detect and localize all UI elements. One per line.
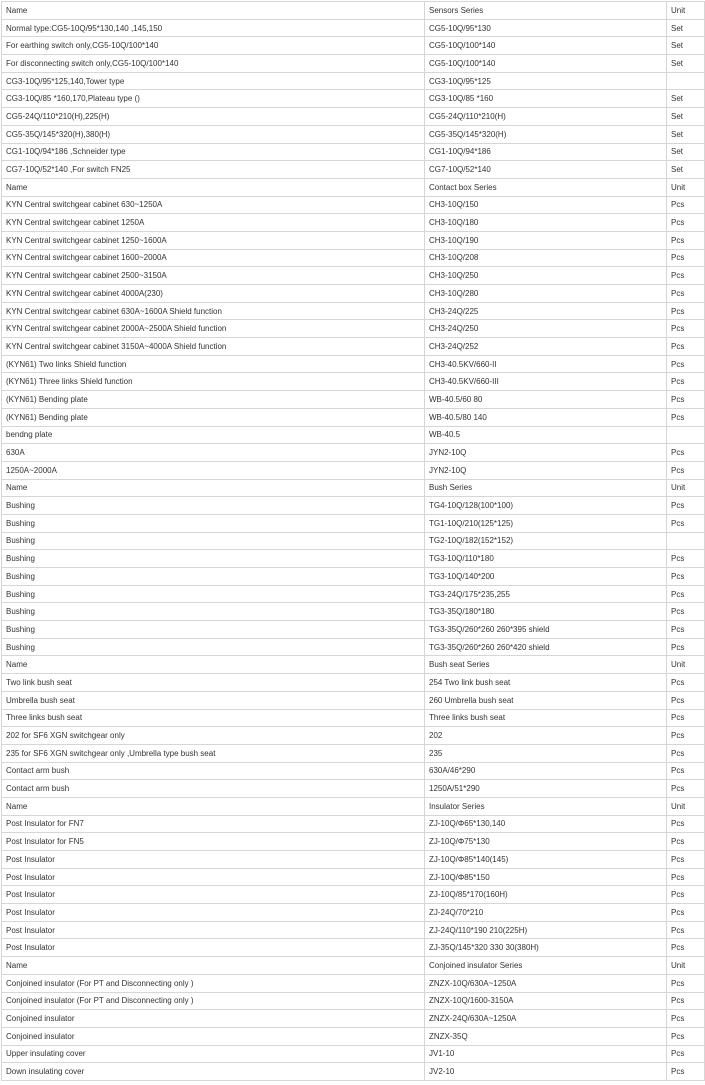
series-cell: CH3-10Q/190 bbox=[425, 231, 667, 249]
table-row bbox=[2, 143, 705, 161]
name-cell: Bushing bbox=[2, 514, 425, 532]
series-cell: CH3-24Q/250 bbox=[425, 320, 667, 338]
name-cell: Name bbox=[2, 479, 425, 497]
table-row bbox=[2, 939, 705, 957]
table-row bbox=[2, 161, 705, 179]
name-cell: Bushing bbox=[2, 497, 425, 515]
name-cell: 1250A~2000A bbox=[2, 461, 425, 479]
series-cell: CH3-40.5KV/660-III bbox=[425, 373, 667, 391]
name-cell: For earthing switch only,CG5-10Q/100*140 bbox=[2, 37, 425, 55]
name-cell: KYN Central switchgear cabinet 1250~1600A bbox=[2, 231, 425, 249]
unit-cell: Pcs bbox=[667, 868, 705, 886]
series-cell: TG3-10Q/110*180 bbox=[425, 550, 667, 568]
name-cell: CG3-10Q/85 *160,170,Plateau type () bbox=[2, 90, 425, 108]
series-cell: CG5-24Q/110*210(H) bbox=[425, 108, 667, 126]
table-row bbox=[2, 709, 705, 727]
unit-cell: Pcs bbox=[667, 992, 705, 1010]
table-row bbox=[2, 55, 705, 73]
name-cell: 235 for SF6 XGN switchgear only ,Umbrella type bush seat bbox=[2, 744, 425, 762]
table-row bbox=[2, 1027, 705, 1045]
name-cell: KYN Central switchgear cabinet 1600~2000A bbox=[2, 249, 425, 267]
series-cell: 260 Umbrella bush seat bbox=[425, 691, 667, 709]
name-cell: Bushing bbox=[2, 621, 425, 639]
unit-cell: Set bbox=[667, 125, 705, 143]
series-cell: ZNZX-10Q/1600-3150A bbox=[425, 992, 667, 1010]
series-cell: CG1-10Q/94*186 bbox=[425, 143, 667, 161]
series-cell: TG1-10Q/210(125*125) bbox=[425, 514, 667, 532]
series-cell: WB-40.5 bbox=[425, 426, 667, 444]
name-cell: CG5-24Q/110*210(H),225(H) bbox=[2, 108, 425, 126]
table-row bbox=[2, 373, 705, 391]
series-cell: ZJ-24Q/70*210 bbox=[425, 904, 667, 922]
series-cell: CH3-24Q/252 bbox=[425, 338, 667, 356]
unit-cell: Pcs bbox=[667, 638, 705, 656]
unit-cell: Pcs bbox=[667, 285, 705, 303]
series-cell: 254 Two link bush seat bbox=[425, 674, 667, 692]
table-row bbox=[2, 744, 705, 762]
name-cell: Post Insulator bbox=[2, 868, 425, 886]
name-cell: KYN Central switchgear cabinet 3150A~4000A Shield function bbox=[2, 338, 425, 356]
table-row bbox=[2, 727, 705, 745]
series-cell: Contact box Series bbox=[425, 178, 667, 196]
series-cell: Insulator Series bbox=[425, 797, 667, 815]
name-cell: For disconnecting switch only,CG5-10Q/100*140 bbox=[2, 55, 425, 73]
table-row bbox=[2, 214, 705, 232]
unit-cell: Pcs bbox=[667, 1063, 705, 1081]
unit-cell: Pcs bbox=[667, 851, 705, 869]
series-cell: ZJ-10Q/Φ65*130,140 bbox=[425, 815, 667, 833]
name-cell: Bushing bbox=[2, 568, 425, 586]
table-row bbox=[2, 37, 705, 55]
series-cell: TG3-24Q/175*235,255 bbox=[425, 585, 667, 603]
unit-cell: Pcs bbox=[667, 1010, 705, 1028]
section-header-row bbox=[2, 2, 705, 20]
table-row bbox=[2, 674, 705, 692]
unit-cell: Pcs bbox=[667, 886, 705, 904]
unit-cell: Pcs bbox=[667, 514, 705, 532]
unit-cell: Unit bbox=[667, 479, 705, 497]
name-cell: KYN Central switchgear cabinet 1250A bbox=[2, 214, 425, 232]
unit-cell: Pcs bbox=[667, 780, 705, 798]
table-row bbox=[2, 497, 705, 515]
table-row bbox=[2, 1045, 705, 1063]
unit-cell: Set bbox=[667, 143, 705, 161]
name-cell: Name bbox=[2, 656, 425, 674]
name-cell: KYN Central switchgear cabinet 2000A~2500A Shield function bbox=[2, 320, 425, 338]
table-body bbox=[2, 2, 705, 1081]
name-cell: 202 for SF6 XGN switchgear only bbox=[2, 727, 425, 745]
table-row bbox=[2, 285, 705, 303]
unit-cell: Pcs bbox=[667, 974, 705, 992]
table-row bbox=[2, 833, 705, 851]
name-cell: Post Insulator for FN7 bbox=[2, 815, 425, 833]
name-cell: Bushing bbox=[2, 550, 425, 568]
name-cell: Name bbox=[2, 957, 425, 975]
name-cell: Post Insulator for FN5 bbox=[2, 833, 425, 851]
section-header-row bbox=[2, 178, 705, 196]
unit-cell: Unit bbox=[667, 656, 705, 674]
table-row bbox=[2, 603, 705, 621]
name-cell: CG5-35Q/145*320(H),380(H) bbox=[2, 125, 425, 143]
name-cell: Bushing bbox=[2, 638, 425, 656]
name-cell: (KYN61) Three links Shield function bbox=[2, 373, 425, 391]
series-cell: TG4-10Q/128(100*100) bbox=[425, 497, 667, 515]
name-cell: Conjoined insulator (For PT and Disconnecting only ) bbox=[2, 992, 425, 1010]
series-cell: TG3-10Q/140*200 bbox=[425, 568, 667, 586]
name-cell: Normal type:CG5-10Q/95*130,140 ,145,150 bbox=[2, 19, 425, 37]
table-row bbox=[2, 461, 705, 479]
table-row bbox=[2, 320, 705, 338]
unit-cell: Pcs bbox=[667, 621, 705, 639]
series-cell: CG5-10Q/95*130 bbox=[425, 19, 667, 37]
series-cell: JV2-10 bbox=[425, 1063, 667, 1081]
series-cell: Bush seat Series bbox=[425, 656, 667, 674]
unit-cell: Unit bbox=[667, 2, 705, 20]
table-row bbox=[2, 638, 705, 656]
series-cell: CG3-10Q/85 *160 bbox=[425, 90, 667, 108]
series-cell: CG5-10Q/100*140 bbox=[425, 55, 667, 73]
series-cell: ZJ-35Q/145*320 330 30(380H) bbox=[425, 939, 667, 957]
unit-cell: Pcs bbox=[667, 691, 705, 709]
name-cell: Conjoined insulator bbox=[2, 1027, 425, 1045]
table-row bbox=[2, 355, 705, 373]
unit-cell: Pcs bbox=[667, 196, 705, 214]
series-cell: Bush Series bbox=[425, 479, 667, 497]
section-header-row bbox=[2, 797, 705, 815]
table-row bbox=[2, 691, 705, 709]
table-row bbox=[2, 886, 705, 904]
unit-cell: Pcs bbox=[667, 603, 705, 621]
name-cell: KYN Central switchgear cabinet 4000A(230) bbox=[2, 285, 425, 303]
series-cell: TG2-10Q/182(152*152) bbox=[425, 532, 667, 550]
unit-cell: Set bbox=[667, 161, 705, 179]
unit-cell: Pcs bbox=[667, 939, 705, 957]
table-row bbox=[2, 408, 705, 426]
table-row bbox=[2, 904, 705, 922]
name-cell: Post Insulator bbox=[2, 921, 425, 939]
table-row bbox=[2, 868, 705, 886]
unit-cell: Pcs bbox=[667, 762, 705, 780]
series-cell: WB-40.5/60 80 bbox=[425, 391, 667, 409]
name-cell: Name bbox=[2, 2, 425, 20]
unit-cell: Set bbox=[667, 108, 705, 126]
unit-cell: Pcs bbox=[667, 550, 705, 568]
name-cell: (KYN61) Two links Shield function bbox=[2, 355, 425, 373]
table-row bbox=[2, 762, 705, 780]
unit-cell: Pcs bbox=[667, 408, 705, 426]
unit-cell: Pcs bbox=[667, 444, 705, 462]
table-row bbox=[2, 19, 705, 37]
series-cell: CH3-24Q/225 bbox=[425, 302, 667, 320]
table-row bbox=[2, 249, 705, 267]
unit-cell: Set bbox=[667, 19, 705, 37]
name-cell: Conjoined insulator (For PT and Disconnecting only ) bbox=[2, 974, 425, 992]
table-row bbox=[2, 815, 705, 833]
unit-cell: Pcs bbox=[667, 231, 705, 249]
name-cell: Name bbox=[2, 797, 425, 815]
table-row bbox=[2, 444, 705, 462]
unit-cell: Pcs bbox=[667, 833, 705, 851]
name-cell: Bushing bbox=[2, 532, 425, 550]
series-cell: 202 bbox=[425, 727, 667, 745]
table-row bbox=[2, 550, 705, 568]
series-cell: CH3-10Q/208 bbox=[425, 249, 667, 267]
name-cell: KYN Central switchgear cabinet 630~1250A bbox=[2, 196, 425, 214]
unit-cell: Pcs bbox=[667, 214, 705, 232]
series-cell: JYN2-10Q bbox=[425, 444, 667, 462]
table-row bbox=[2, 1010, 705, 1028]
series-cell: Sensors Series bbox=[425, 2, 667, 20]
unit-cell: Pcs bbox=[667, 921, 705, 939]
name-cell: CG3-10Q/95*125,140,Tower type bbox=[2, 72, 425, 90]
series-cell: ZNZX-35Q bbox=[425, 1027, 667, 1045]
unit-cell: Pcs bbox=[667, 815, 705, 833]
series-cell: CG5-10Q/100*140 bbox=[425, 37, 667, 55]
series-cell: TG3-35Q/180*180 bbox=[425, 603, 667, 621]
name-cell: KYN Central switchgear cabinet 2500~3150A bbox=[2, 267, 425, 285]
unit-cell: Pcs bbox=[667, 267, 705, 285]
name-cell: Post Insulator bbox=[2, 939, 425, 957]
name-cell: (KYN61) Bending plate bbox=[2, 391, 425, 409]
table-row bbox=[2, 125, 705, 143]
name-cell: Name bbox=[2, 178, 425, 196]
table-row bbox=[2, 532, 705, 550]
table-row bbox=[2, 974, 705, 992]
table-row bbox=[2, 780, 705, 798]
table-row bbox=[2, 585, 705, 603]
name-cell: 630A bbox=[2, 444, 425, 462]
series-cell: WB-40.5/80 140 bbox=[425, 408, 667, 426]
table-row bbox=[2, 621, 705, 639]
series-cell: CG5-35Q/145*320(H) bbox=[425, 125, 667, 143]
series-cell: ZNZX-10Q/630A~1250A bbox=[425, 974, 667, 992]
unit-cell: Pcs bbox=[667, 355, 705, 373]
name-cell: Down insulating cover bbox=[2, 1063, 425, 1081]
unit-cell: Pcs bbox=[667, 568, 705, 586]
table-row bbox=[2, 514, 705, 532]
series-cell: Three links bush seat bbox=[425, 709, 667, 727]
unit-cell: Pcs bbox=[667, 497, 705, 515]
table-row bbox=[2, 391, 705, 409]
unit-cell bbox=[667, 532, 705, 550]
unit-cell: Pcs bbox=[667, 373, 705, 391]
unit-cell bbox=[667, 72, 705, 90]
table-row bbox=[2, 302, 705, 320]
series-cell: CH3-10Q/180 bbox=[425, 214, 667, 232]
series-cell: 630A/46*290 bbox=[425, 762, 667, 780]
unit-cell: Unit bbox=[667, 178, 705, 196]
unit-cell: Set bbox=[667, 37, 705, 55]
series-cell: 1250A/51*290 bbox=[425, 780, 667, 798]
unit-cell: Pcs bbox=[667, 391, 705, 409]
series-cell: CG7-10Q/52*140 bbox=[425, 161, 667, 179]
unit-cell: Pcs bbox=[667, 727, 705, 745]
name-cell: Post Insulator bbox=[2, 886, 425, 904]
name-cell: Post Insulator bbox=[2, 904, 425, 922]
section-header-row bbox=[2, 656, 705, 674]
table-row bbox=[2, 851, 705, 869]
name-cell: CG7-10Q/52*140 ,For switch FN25 bbox=[2, 161, 425, 179]
unit-cell bbox=[667, 426, 705, 444]
unit-cell: Pcs bbox=[667, 338, 705, 356]
unit-cell: Pcs bbox=[667, 461, 705, 479]
table-row bbox=[2, 231, 705, 249]
name-cell: Umbrella bush seat bbox=[2, 691, 425, 709]
unit-cell: Pcs bbox=[667, 1045, 705, 1063]
series-cell: JV1-10 bbox=[425, 1045, 667, 1063]
table-row bbox=[2, 196, 705, 214]
series-cell: 235 bbox=[425, 744, 667, 762]
series-cell: ZJ-10Q/Φ85*140(145) bbox=[425, 851, 667, 869]
unit-cell: Pcs bbox=[667, 674, 705, 692]
name-cell: CG1-10Q/94*186 ,Schneider type bbox=[2, 143, 425, 161]
table-row bbox=[2, 338, 705, 356]
table-row bbox=[2, 921, 705, 939]
name-cell: Conjoined insulator bbox=[2, 1010, 425, 1028]
series-cell: TG3-35Q/260*260 260*395 shield bbox=[425, 621, 667, 639]
series-cell: Conjoined insulator Series bbox=[425, 957, 667, 975]
name-cell: KYN Central switchgear cabinet 630A~1600A Shield function bbox=[2, 302, 425, 320]
series-cell: CH3-10Q/250 bbox=[425, 267, 667, 285]
unit-cell: Pcs bbox=[667, 320, 705, 338]
unit-cell: Pcs bbox=[667, 585, 705, 603]
series-cell: ZNZX-24Q/630A~1250A bbox=[425, 1010, 667, 1028]
unit-cell: Pcs bbox=[667, 302, 705, 320]
unit-cell: Unit bbox=[667, 797, 705, 815]
name-cell: (KYN61) Bending plate bbox=[2, 408, 425, 426]
unit-cell: Pcs bbox=[667, 904, 705, 922]
unit-cell: Pcs bbox=[667, 709, 705, 727]
series-cell: ZJ-24Q/110*190 210(225H) bbox=[425, 921, 667, 939]
table-row bbox=[2, 90, 705, 108]
name-cell: Three links bush seat bbox=[2, 709, 425, 727]
table-row bbox=[2, 108, 705, 126]
name-cell: Post Insulator bbox=[2, 851, 425, 869]
series-cell: CH3-40.5KV/660-II bbox=[425, 355, 667, 373]
unit-cell: Pcs bbox=[667, 1027, 705, 1045]
name-cell: Two link bush seat bbox=[2, 674, 425, 692]
series-cell: ZJ-10Q/Φ75*130 bbox=[425, 833, 667, 851]
table-row bbox=[2, 72, 705, 90]
table-row bbox=[2, 992, 705, 1010]
series-cell: CH3-10Q/150 bbox=[425, 196, 667, 214]
series-cell: TG3-35Q/260*260 260*420 shield bbox=[425, 638, 667, 656]
series-cell: CG3-10Q/95*125 bbox=[425, 72, 667, 90]
unit-cell: Pcs bbox=[667, 249, 705, 267]
table-row bbox=[2, 267, 705, 285]
name-cell: Contact arm bush bbox=[2, 762, 425, 780]
name-cell: bendng plate bbox=[2, 426, 425, 444]
unit-cell: Set bbox=[667, 90, 705, 108]
table-row bbox=[2, 568, 705, 586]
series-cell: CH3-10Q/280 bbox=[425, 285, 667, 303]
name-cell: Bushing bbox=[2, 585, 425, 603]
series-cell: ZJ-10Q/85*170(160H) bbox=[425, 886, 667, 904]
series-cell: JYN2-10Q bbox=[425, 461, 667, 479]
product-table bbox=[1, 1, 705, 1081]
unit-cell: Unit bbox=[667, 957, 705, 975]
section-header-row bbox=[2, 479, 705, 497]
table-row bbox=[2, 1063, 705, 1081]
name-cell: Upper insulating cover bbox=[2, 1045, 425, 1063]
table-row bbox=[2, 426, 705, 444]
name-cell: Bushing bbox=[2, 603, 425, 621]
series-cell: ZJ-10Q/Φ85*150 bbox=[425, 868, 667, 886]
unit-cell: Pcs bbox=[667, 744, 705, 762]
section-header-row bbox=[2, 957, 705, 975]
name-cell: Contact arm bush bbox=[2, 780, 425, 798]
unit-cell: Set bbox=[667, 55, 705, 73]
